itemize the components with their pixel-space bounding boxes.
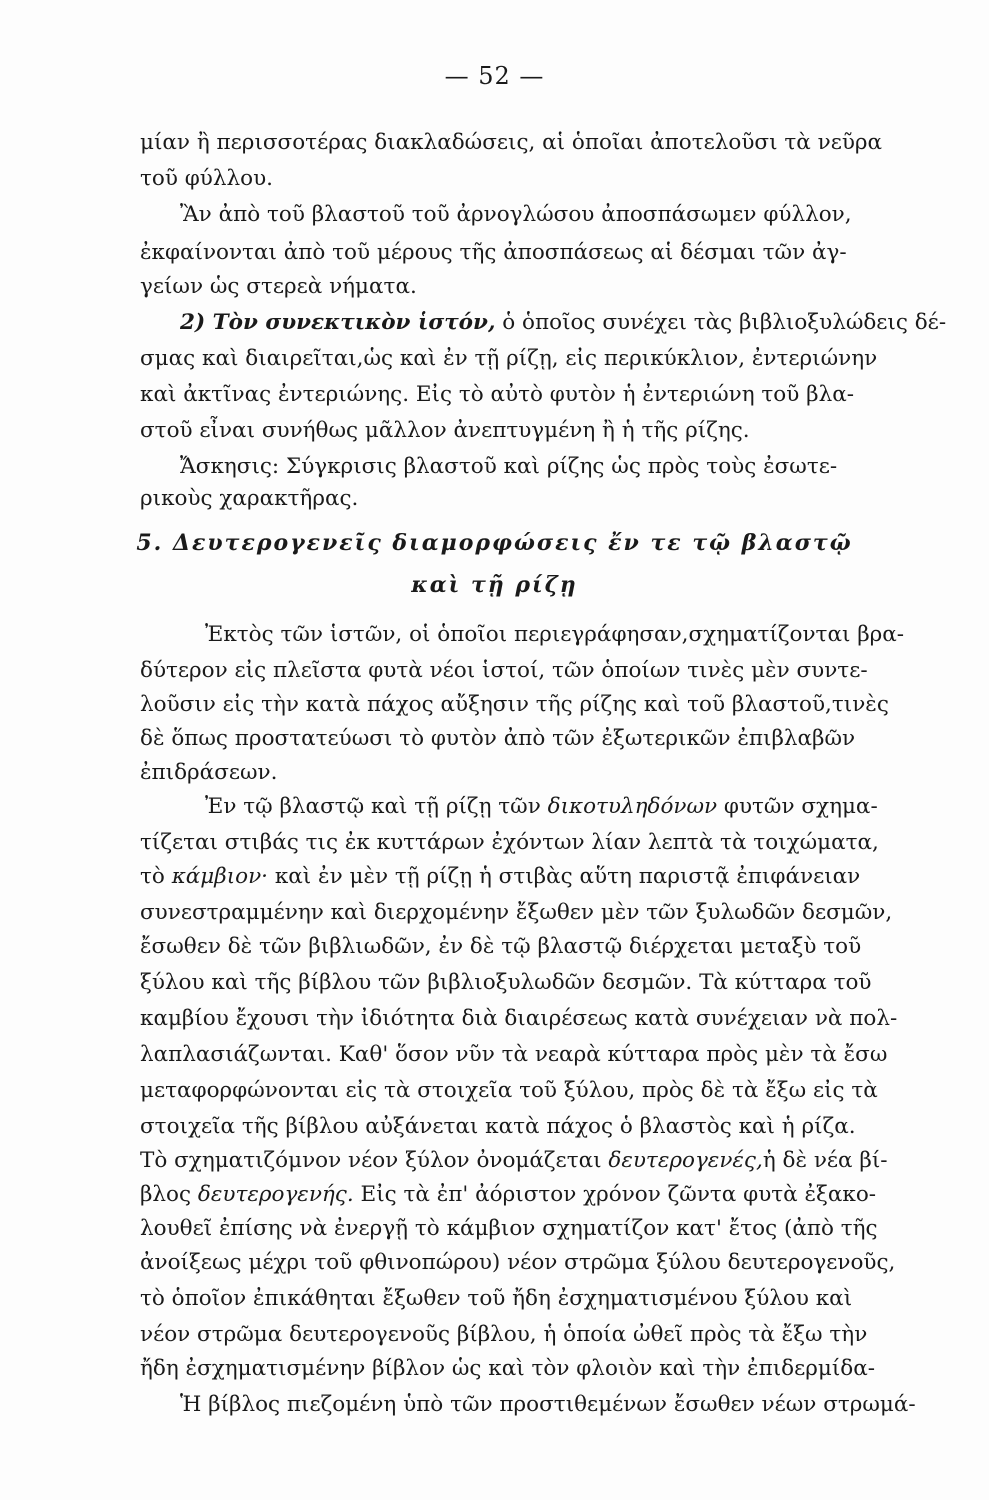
italic-term: δικοτυληδόνων xyxy=(547,794,718,819)
text-run: φυτῶν σχημα- xyxy=(717,794,878,819)
text-run: ἡ δὲ νέα βί- xyxy=(762,1148,888,1173)
paragraph-3-first-line xyxy=(205,792,960,822)
text-line: νέον στρῶμα δευτερογενοῦς βίβλου, ἡ ὁποία ὠθεῖ πρὸς τὰ ἔξω τὴν xyxy=(140,1322,868,1347)
text-line: μεταφορφώνονται εἰς τὰ στοιχεῖα τοῦ ξύλου, πρὸς δὲ τὰ ἔξω εἰς τὰ xyxy=(140,1078,878,1103)
text-line: ἔσωθεν δὲ τῶν βιβλιωδῶν, ἐν δὲ τῷ βλαστῷ διέρχεται μεταξὺ τοῦ xyxy=(140,934,862,959)
text-line-with-term xyxy=(140,1180,960,1210)
text-line: ἀνοίξεως μέχρι τοῦ φθινοπώρου) νέον στρῶμα ξύλου δευτερογενοῦς, xyxy=(140,1250,896,1275)
text-run: τὸ xyxy=(140,864,172,889)
paragraph-2-first-line xyxy=(180,308,960,338)
text-line: τὸ ὁποῖον ἐπικάθηται ἔξωθεν τοῦ ἤδη ἐσχηματισμένου ξύλου καὶ xyxy=(140,1286,853,1311)
text-line: Ἡ βίβλος πιεζομένη ὑπὸ τῶν προστιθεμένων ἔσωθεν νέων στρωμά- xyxy=(180,1392,916,1417)
text-line: τίζεται στιβάς τις ἐκ κυττάρων ἐχόντων λίαν λεπτὰ τὰ τοιχώματα, xyxy=(140,830,879,855)
page-number: — 52 — xyxy=(444,62,545,90)
text-line: λοῦσιν εἰς τὴν κατὰ πάχος αὔξησιν τῆς ρίζης καὶ τοῦ βλαστοῦ,τινὲς xyxy=(140,692,889,717)
text-line: Ἄσκησις: Σύγκρισις βλαστοῦ καὶ ρίζης ὡς πρὸς τοὺς ἐσωτε- xyxy=(180,454,838,479)
text-run: Τὸ σχηματιζόμνον νέον ξύλον ὀνομάζεται xyxy=(140,1148,609,1173)
text-line: μίαν ἢ περισσοτέρας διακλαδώσεις, αἱ ὁποῖαι ἀποτελοῦσι τὰ νεῦρα xyxy=(140,130,883,155)
text-run: καὶ ἐν μὲν τῇ ρίζῃ ἡ στιβὰς αὕτη παριστᾷ ἐπιφάνειαν xyxy=(268,864,861,889)
text-line: τοῦ φύλλου. xyxy=(140,166,273,191)
text-line: ἐπιδράσεων. xyxy=(140,760,278,785)
text-line: Ἂν ἀπὸ τοῦ βλαστοῦ τοῦ ἀρνογλώσου ἀποσπάσωμεν φύλλον, xyxy=(180,202,852,227)
text-line: σμας καὶ διαιρεῖται,ὡς καὶ ἐν τῇ ρίζῃ, εἰς περικύκλιον, ἐντεριώνην xyxy=(140,346,878,371)
italic-term: δευτερογενές, xyxy=(608,1148,763,1173)
text-line: στοῦ εἶναι συνήθως μᾶλλον ἀνεπτυγμένη ἢ ἡ τῆς ρίζης. xyxy=(140,418,750,443)
section-heading-cont: καὶ τῇ ρίζῃ xyxy=(411,572,578,598)
text-line: καμβίου ἔχουσι τὴν ἰδιότητα διὰ διαιρέσεως κατὰ συνέχειαν νὰ πολ- xyxy=(140,1006,898,1031)
text-line: καὶ ἀκτῖνας ἐντεριώνης. Εἰς τὸ αὐτὸ φυτὸν ἡ ἐντεριώνη τοῦ βλα- xyxy=(140,382,854,407)
italic-term: κάμβιον· xyxy=(171,864,268,889)
text-line-with-term xyxy=(140,1146,960,1176)
section-heading: 5. Δευτερογενεῖς διαμορφώσεις ἔν τε τῷ βλαστῷ xyxy=(136,530,853,556)
text-line: λουθεῖ ἐπίσης νὰ ἐνεργῇ τὸ κάμβιον σχηματίζον κατ' ἔτος (ἀπὸ τῆς xyxy=(140,1216,878,1241)
text-line: γείων ὡς στερεὰ νήματα. xyxy=(140,274,417,299)
text-run: Ἐν τῷ βλαστῷ καὶ τῇ ρίζῃ τῶν xyxy=(205,794,548,819)
text-line-with-term xyxy=(140,862,960,892)
text-line: Ἐκτὸς τῶν ἱστῶν, οἱ ὁποῖοι περιεγράφησαν,σχηματίζονται βρα- xyxy=(205,622,905,647)
section-label: 2) Τὸν συνεκτικὸν ἱστόν, xyxy=(180,310,496,335)
text-line: δύτερον εἰς πλεῖστα φυτὰ νέοι ἱστοί, τῶν ὁποίων τινὲς μὲν συντε- xyxy=(140,658,868,683)
text-line: ρικοὺς χαρακτῆρας. xyxy=(140,486,359,511)
text-line: συνεστραμμένην καὶ διερχομένην ἔξωθεν μὲν τῶν ξυλωδῶν δεσμῶν, xyxy=(140,900,893,925)
text-line: ἐκφαίνονται ἀπὸ τοῦ μέρους τῆς ἀποσπάσεως αἱ δέσμαι τῶν ἀγ- xyxy=(140,240,847,265)
text-line: ξύλου καὶ τῆς βίβλου τῶν βιβλιοξυλωδῶν δεσμῶν. Τὰ κύτταρα τοῦ xyxy=(140,970,872,995)
text-run: Εἰς τὰ ἐπ' ἀόριστον χρόνον ζῶντα φυτὰ ἐξακο- xyxy=(353,1182,877,1207)
text-line: στοιχεῖα τῆς βίβλου αὐξάνεται κατὰ πάχος ὁ βλαστὸς καὶ ἡ ρίζα. xyxy=(140,1114,856,1139)
text-run: βλος xyxy=(140,1182,198,1207)
text-line: λαπλασιάζωνται. Καθ' ὅσον νῦν τὰ νεαρὰ κύτταρα πρὸς μὲν τὰ ἔσω xyxy=(140,1042,888,1067)
italic-term: δευτερογενής. xyxy=(197,1182,354,1207)
text-line: δὲ ὅπως προστατεύωσι τὸ φυτὸν ἀπὸ τῶν ἐξωτερικῶν ἐπιβλαβῶν xyxy=(140,726,856,751)
text-run: ὁ ὁποῖος συνέχει τὰς βιβλιοξυλώδεις δέ- xyxy=(495,310,947,335)
text-line: ἤδη ἐσχηματισμένην βίβλον ὡς καὶ τὸν φλοιὸν καὶ τὴν ἐπιδερμίδα- xyxy=(140,1356,876,1381)
